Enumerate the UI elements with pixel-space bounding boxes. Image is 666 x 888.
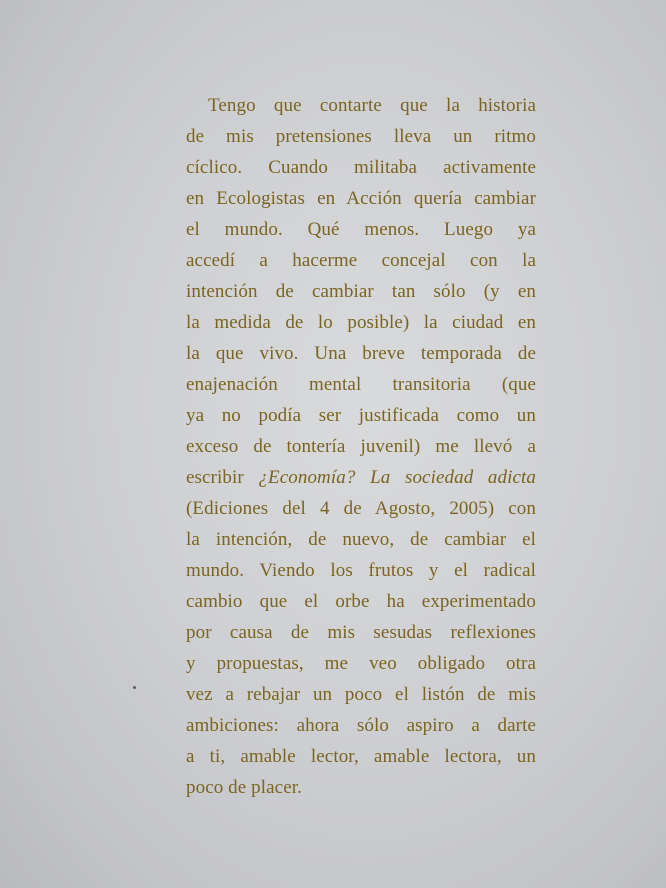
text-line: la intención, de nuevo, de cambiar el (186, 529, 536, 550)
text-line: intención de cambiar tan sólo (y en (186, 281, 536, 302)
text-line: poco de placer. (186, 777, 302, 798)
text-line: cíclico. Cuando militaba activamente (186, 157, 536, 178)
text-line: enajenación mental transitoria (que (186, 374, 536, 395)
text-line: ambiciones: ahora sólo aspiro a darte (186, 715, 536, 736)
text-line: y propuestas, me veo obligado otra (186, 653, 536, 674)
text-line: la medida de lo posible) la ciudad en (186, 312, 536, 333)
text-line: de mis pretensiones lleva un ritmo (186, 126, 536, 147)
text-line: el mundo. Qué menos. Luego ya (186, 219, 536, 240)
book-title: ¿Economía? La sociedad adicta (258, 467, 537, 488)
text-line: mundo. Viendo los frutos y el radical (186, 560, 536, 581)
text-line: en Ecologistas en Acción quería cambiar (186, 188, 536, 209)
text-line: a ti, amable lector, amable lectora, un (186, 746, 536, 767)
text-line: (Ediciones del 4 de Agosto, 2005) con (186, 498, 536, 519)
text-line: ya no podía ser justificada como un (186, 405, 536, 426)
text-line: vez a rebajar un poco el listón de mis (186, 684, 536, 705)
text-line: la que vivo. Una breve temporada de (186, 343, 536, 364)
text-line: cambio que el orbe ha experimentado (186, 591, 536, 612)
text-line: Tengo que contarte que la historia (208, 95, 536, 116)
paper-speck (133, 686, 136, 689)
text-line: por causa de mis sesudas reflexiones (186, 622, 536, 643)
text-line: exceso de tontería juvenil) me llevó a (186, 436, 536, 457)
text-line (186, 462, 536, 493)
text-line-prefix: escribir (186, 467, 259, 488)
text-line: accedí a hacerme concejal con la (186, 250, 536, 271)
